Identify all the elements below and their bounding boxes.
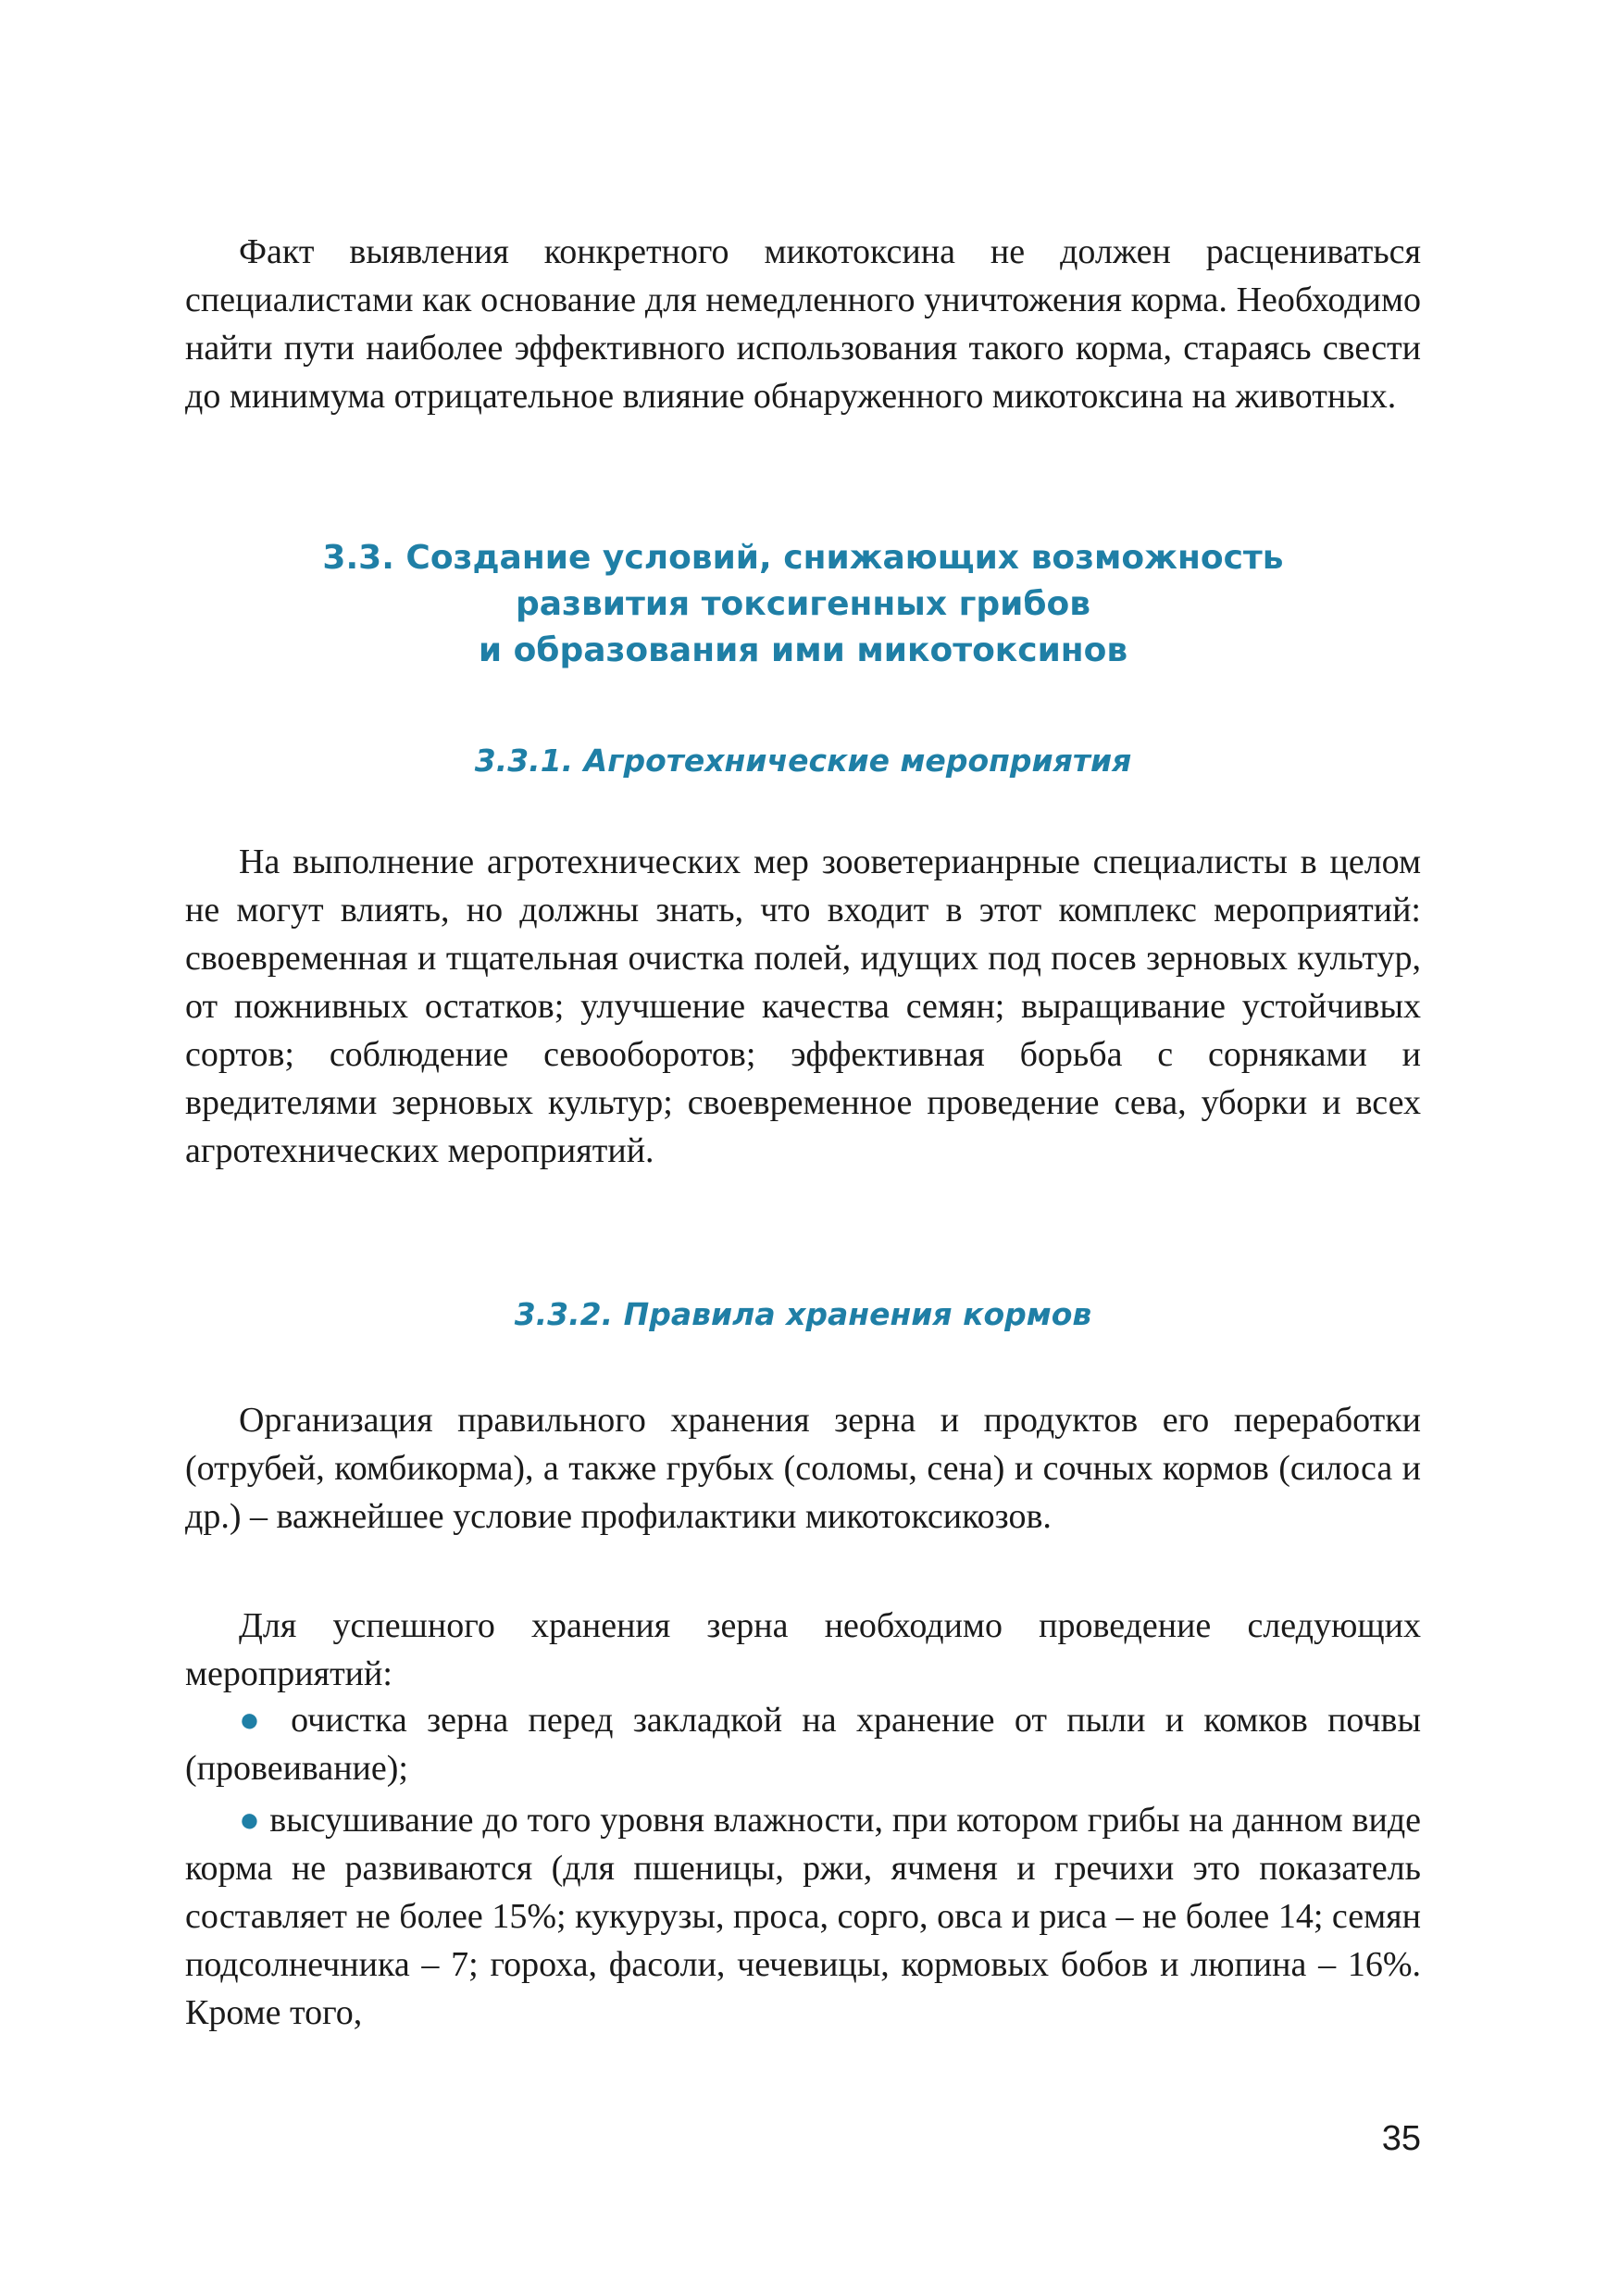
storage-paragraph-1: Организация правильного хранения зерна и продуктов его переработки (отрубей, комбикорма), а также грубых (соломы, сена) и сочных кормов (силоса и др.) – важнейшее условие профилактики микотоксикозов. xyxy=(185,1401,1421,1536)
section-heading xyxy=(185,535,1421,674)
storage-paragraph-2: Для успешного хранения зерна необходимо проведение следующих мероприятий: xyxy=(185,1606,1421,1693)
bullet-icon: ● xyxy=(239,1701,271,1740)
page-number: 35 xyxy=(1381,2119,1421,2158)
bullet-item-text: высушивание до того уровня влажности, при котором грибы на данном виде корма не развиваются (для пшеницы, ржи, ячменя и гречихи это показатель составляет не более 15%; кукурузы, проса, сорго, овса и риса – не более 14; семян подсолнечника – 7; гороха, фасоли, чечевицы, кормовых бобов и люпина – 16%. Кроме того, xyxy=(185,1801,1422,2032)
subsection-heading-agrotech: 3.3.1. Агротехнические мероприятия xyxy=(474,742,1132,779)
bullet-item xyxy=(185,1796,1421,2037)
bullet-icon: ● xyxy=(239,1801,261,1840)
section-heading-line-3: и образования ими микотоксинов xyxy=(478,631,1128,669)
agrotech-paragraph: На выполнение агротехнических мер зооветерианрные специалисты в целом не могут влиять, но должны знать, что входит в этот комплекс мероприятий: своевременная и тщательная очистка полей, идущих под посев зерновых культур, от пожнивных остатков; улучшение качества семян; выращивание устойчивых сортов; соблюдение севооборотов; эффективная борьба с сорняками и вредителями зерновых культур; своевременное проведение сева, уборки и всех агротехнических мероприятий. xyxy=(185,842,1421,1170)
section-heading-line-2: развития токсигенных грибов xyxy=(515,585,1091,623)
bullet-item xyxy=(185,1696,1421,1792)
bullet-item-text: очистка зерна перед закладкой на хранение от пыли и комков почвы (провеивание); xyxy=(185,1701,1422,1788)
section-heading-line-1: 3.3. Создание условий, снижающих возможность xyxy=(322,539,1284,577)
subsection-heading-storage: 3.3.2. Правила хранения кормов xyxy=(514,1296,1092,1332)
intro-paragraph: Факт выявления конкретного микотоксина не должен расцениваться специалистами как основание для немедленного уничтожения корма. Необходимо найти пути наиболее эффективного использования такого корма, стараясь свести до минимума отрицательное влияние обнаруженного микотоксина на животных. xyxy=(185,232,1421,416)
